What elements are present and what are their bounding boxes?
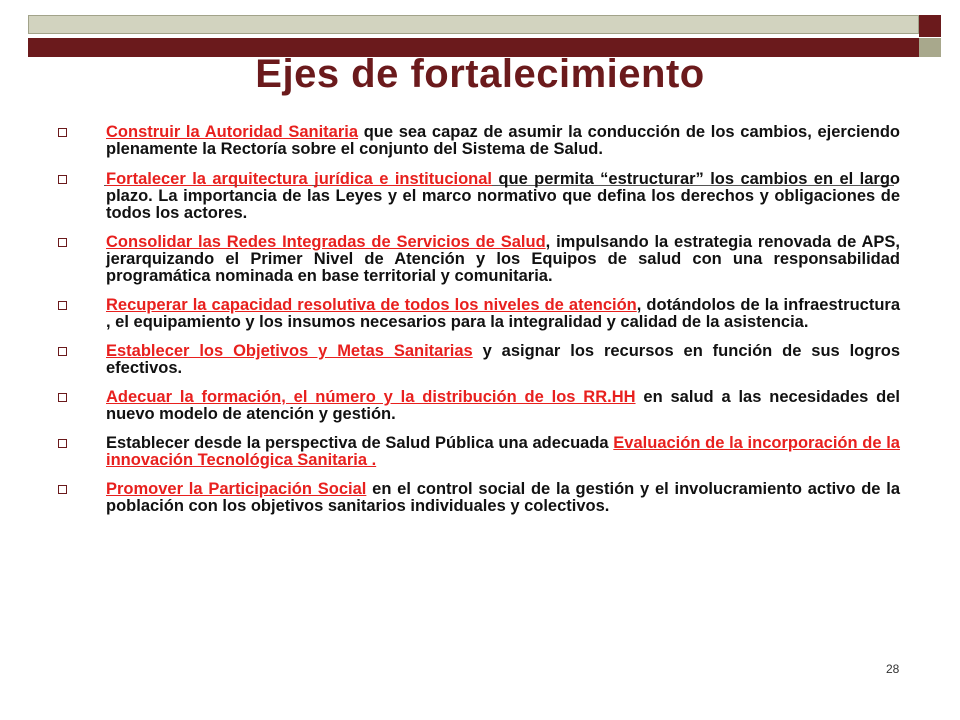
hollow-square-bullet-icon xyxy=(58,301,67,310)
header-band-light xyxy=(28,15,919,34)
body-text: Establecer desde la perspectiva de Salud Pública una adecuada xyxy=(106,434,614,452)
hyperlink-text[interactable]: Fortalecer la arquitectura jurídica e institucional xyxy=(106,170,492,188)
hyperlink-text[interactable]: Adecuar la formación, el número y la distribución de los RR.HH xyxy=(106,388,636,406)
hyperlink-text[interactable]: Consolidar las Redes Integradas de Servicios de Salud xyxy=(106,233,546,251)
body-text: , impulsando la estrategia renovada de APS, jerarquizando el Primer Nivel de Atención y los Equipos de salud con una responsabilidad programática nominada en base territorial y comunitaria. xyxy=(106,233,900,285)
bullet-item xyxy=(58,171,900,222)
body-text: que permita “estructurar” los cambios en el largo plazo. La importancia de las Leyes y el marco normativo que defina los derechos y obligaciones de todos los actores. xyxy=(106,170,900,222)
hollow-square-bullet-icon xyxy=(58,485,67,494)
bullet-item xyxy=(58,234,900,285)
bullet-item xyxy=(58,389,900,423)
bullet-item xyxy=(58,343,900,377)
hollow-square-bullet-icon xyxy=(58,439,67,448)
header-square-dark xyxy=(919,15,941,37)
hyperlink-text[interactable]: Construir la Autoridad Sanitaria xyxy=(106,123,359,141)
bullet-list xyxy=(58,124,900,527)
slide-title: Ejes de fortalecimiento xyxy=(255,52,705,96)
page-number: 28 xyxy=(886,662,900,676)
bullet-item xyxy=(58,481,900,515)
bullet-item xyxy=(58,297,900,331)
hyperlink-text[interactable]: Evaluación de la incorporación de la innovación Tecnológica Sanitaria . xyxy=(106,434,900,469)
bullet-item xyxy=(58,124,900,158)
hollow-square-bullet-icon xyxy=(58,347,67,356)
hollow-square-bullet-icon xyxy=(58,128,67,137)
bullet-item xyxy=(58,435,900,469)
hyperlink-text[interactable]: Recuperar la capacidad resolutiva de todos los niveles de atención xyxy=(106,296,637,314)
body-text: , dotándolos de la infraestructura , el equipamiento y los insumos necesarios para la integralidad y calidad de la asistencia. xyxy=(106,296,900,331)
body-text: que sea capaz de asumir la conducción de los cambios, ejerciendo plenamente la Rectoría sobre el conjunto del Sistema de Salud. xyxy=(106,123,901,158)
body-text: y asignar los recursos en función de sus logros efectivos. xyxy=(106,342,900,377)
hyperlink-text[interactable]: Promover la Participación Social xyxy=(106,480,367,498)
hollow-square-bullet-icon xyxy=(58,393,67,402)
hollow-square-bullet-icon xyxy=(58,175,67,184)
body-text: en el control social de la gestión y el involucramiento activo de la población con los objetivos sanitarios individuales y colectivos. xyxy=(106,480,900,515)
hollow-square-bullet-icon xyxy=(58,238,67,247)
hyperlink-text[interactable]: Establecer los Objetivos y Metas Sanitarias xyxy=(106,342,473,360)
body-text: en salud a las necesidades del nuevo modelo de atención y gestión. xyxy=(106,388,900,423)
